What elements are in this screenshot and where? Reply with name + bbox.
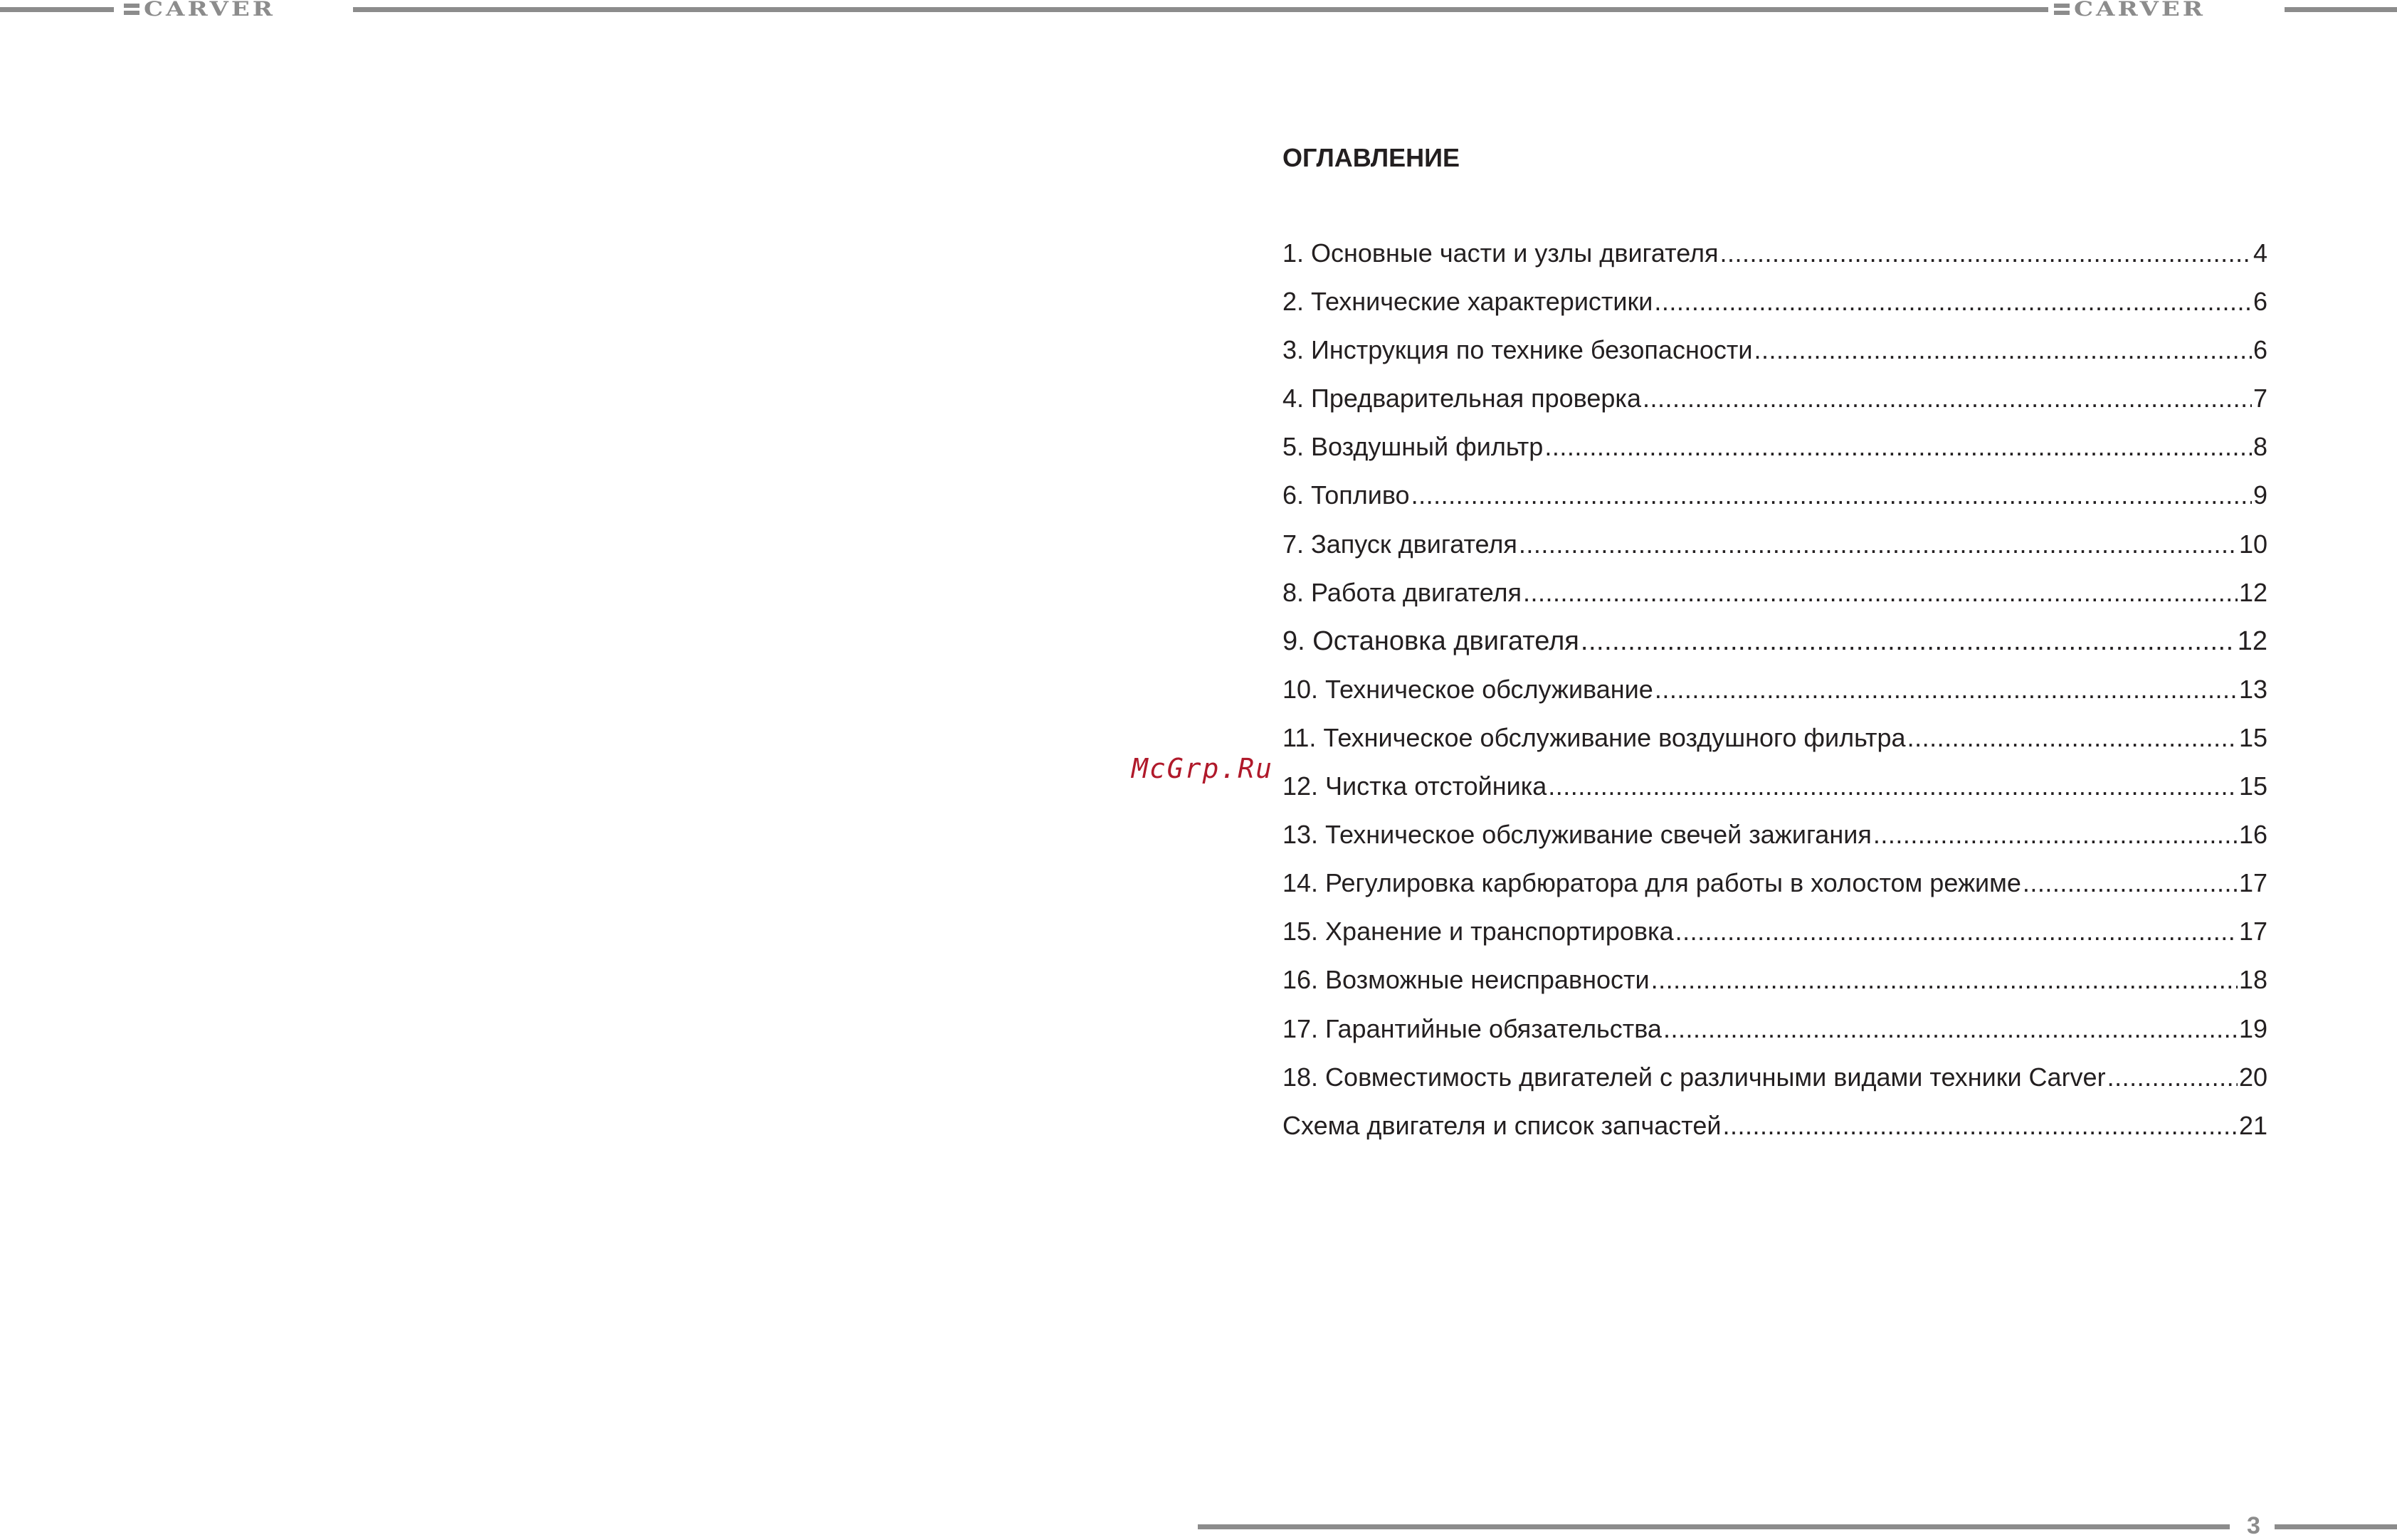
toc-item-page: 6 [2253,287,2267,317]
toc-item-label: 3. Инструкция по технике безопасности [1282,335,1753,365]
carver-logo-text: CARVER [2074,0,2206,21]
toc-item-page: 10 [2238,529,2267,559]
watermark: McGrp.Ru [1132,753,1274,784]
toc-item-page: 18 [2238,965,2267,995]
table-of-contents [1282,238,2267,1159]
toc-item[interactable] [1282,334,2267,383]
header-rule-center [353,7,2048,12]
carver-logo-mark [124,2,139,16]
toc-item-page: 13 [2238,674,2267,704]
carver-logo-text: CARVER [144,0,276,21]
toc-leader-dots [1873,819,2238,850]
toc-leader-dots [1663,1013,2238,1045]
toc-leader-dots [1651,964,2238,996]
toc-item[interactable] [1282,577,2267,626]
toc-item[interactable] [1282,529,2267,577]
carver-logo-mark [2054,2,2070,16]
toc-item-page: 17 [2238,868,2267,898]
toc-item-label: 10. Техническое обслуживание [1282,674,1653,704]
toc-leader-dots [1548,771,2238,802]
toc-leader-dots [1655,674,2238,705]
toc-item[interactable] [1282,626,2267,674]
toc-item[interactable] [1282,480,2267,528]
toc-item-label: 8. Работа двигателя [1282,577,1522,607]
toc-leader-dots [1907,722,2238,754]
toc-item-label: 4. Предварительная проверка [1282,384,1641,413]
toc-leader-dots [1643,383,2252,414]
toc-item-page: 17 [2238,917,2267,946]
toc-item[interactable] [1282,238,2267,286]
toc-item-label: 18. Совместимость двигателей с различными видами техники Carver [1282,1062,2106,1092]
toc-leader-dots [1754,334,2252,366]
toc-item-page: 9 [2253,480,2267,510]
toc-leader-dots [1675,916,2238,947]
toc-leader-dots [1723,1110,2238,1141]
toc-item-label: 1. Основные части и узлы двигателя [1282,238,1719,268]
toc-item[interactable] [1282,286,2267,334]
toc-item-label: 2. Технические характеристики [1282,287,1653,317]
toc-leader-dots [1581,626,2236,657]
header-rule-left [0,7,114,12]
toc-item[interactable] [1282,867,2267,916]
carver-logo-right [2054,0,2206,19]
toc-item-page: 16 [2238,820,2267,850]
toc-item-label: 11. Техническое обслуживание воздушного фильтра [1282,722,1906,752]
toc-item[interactable] [1282,674,2267,722]
toc-leader-dots [1654,286,2252,317]
toc-item-label: 5. Воздушный фильтр [1282,432,1544,462]
toc-item[interactable] [1282,964,2267,1013]
toc-item-page: 19 [2238,1013,2267,1043]
toc-item-label: 7. Запуск двигателя [1282,529,1517,559]
toc-item-page: 4 [2253,238,2267,268]
toc-item[interactable] [1282,1062,2267,1110]
toc-item-label: Схема двигателя и список запчастей [1282,1110,1722,1140]
footer-rule [1198,1524,2230,1529]
toc-item-label: 17. Гарантийные обязательства [1282,1013,1662,1043]
toc-leader-dots [1523,577,2238,608]
toc-leader-dots [1519,529,2238,560]
toc-item-label: 16. Возможные неисправности [1282,965,1650,995]
toc-leader-dots [2107,1062,2238,1093]
toc-item-page: 21 [2238,1110,2267,1140]
toc-leader-dots [1411,480,2252,511]
toc-item[interactable] [1282,819,2267,867]
toc-item-label: 13. Техническое обслуживание свечей зажигания [1282,820,1872,850]
toc-item[interactable] [1282,916,2267,964]
toc-leader-dots [2023,867,2238,899]
toc-item-page: 7 [2253,384,2267,413]
toc-item-page: 15 [2238,771,2267,801]
page-title: ОГЛАВЛЕНИЕ [1282,143,1460,172]
toc-item[interactable] [1282,771,2267,819]
toc-leader-dots [1544,431,2252,463]
toc-item-label: 14. Регулировка карбюратора для работы в холостом режиме [1282,868,2021,898]
toc-item[interactable] [1282,1013,2267,1062]
toc-item-page: 6 [2253,335,2267,365]
footer-rule-right [2275,1524,2397,1529]
toc-leader-dots [1720,238,2252,269]
toc-item-label: 6. Топливо [1282,480,1410,510]
toc-item[interactable] [1282,722,2267,771]
toc-item-page: 12 [2237,626,2267,656]
toc-item-label: 9. Остановка двигателя [1282,626,1579,656]
toc-item[interactable] [1282,431,2267,480]
toc-item-page: 15 [2238,722,2267,752]
header-rule-right [2285,7,2397,12]
page-number: 3 [2247,1512,2260,1539]
toc-item-page: 20 [2238,1062,2267,1092]
toc-item-page: 8 [2253,432,2267,462]
toc-item-label: 15. Хранение и транспортировка [1282,917,1674,946]
toc-item[interactable] [1282,383,2267,431]
toc-item[interactable] [1282,1110,2267,1159]
toc-item-label: 12. Чистка отстойника [1282,771,1547,801]
toc-item-page: 12 [2238,577,2267,607]
carver-logo-left [124,0,275,19]
